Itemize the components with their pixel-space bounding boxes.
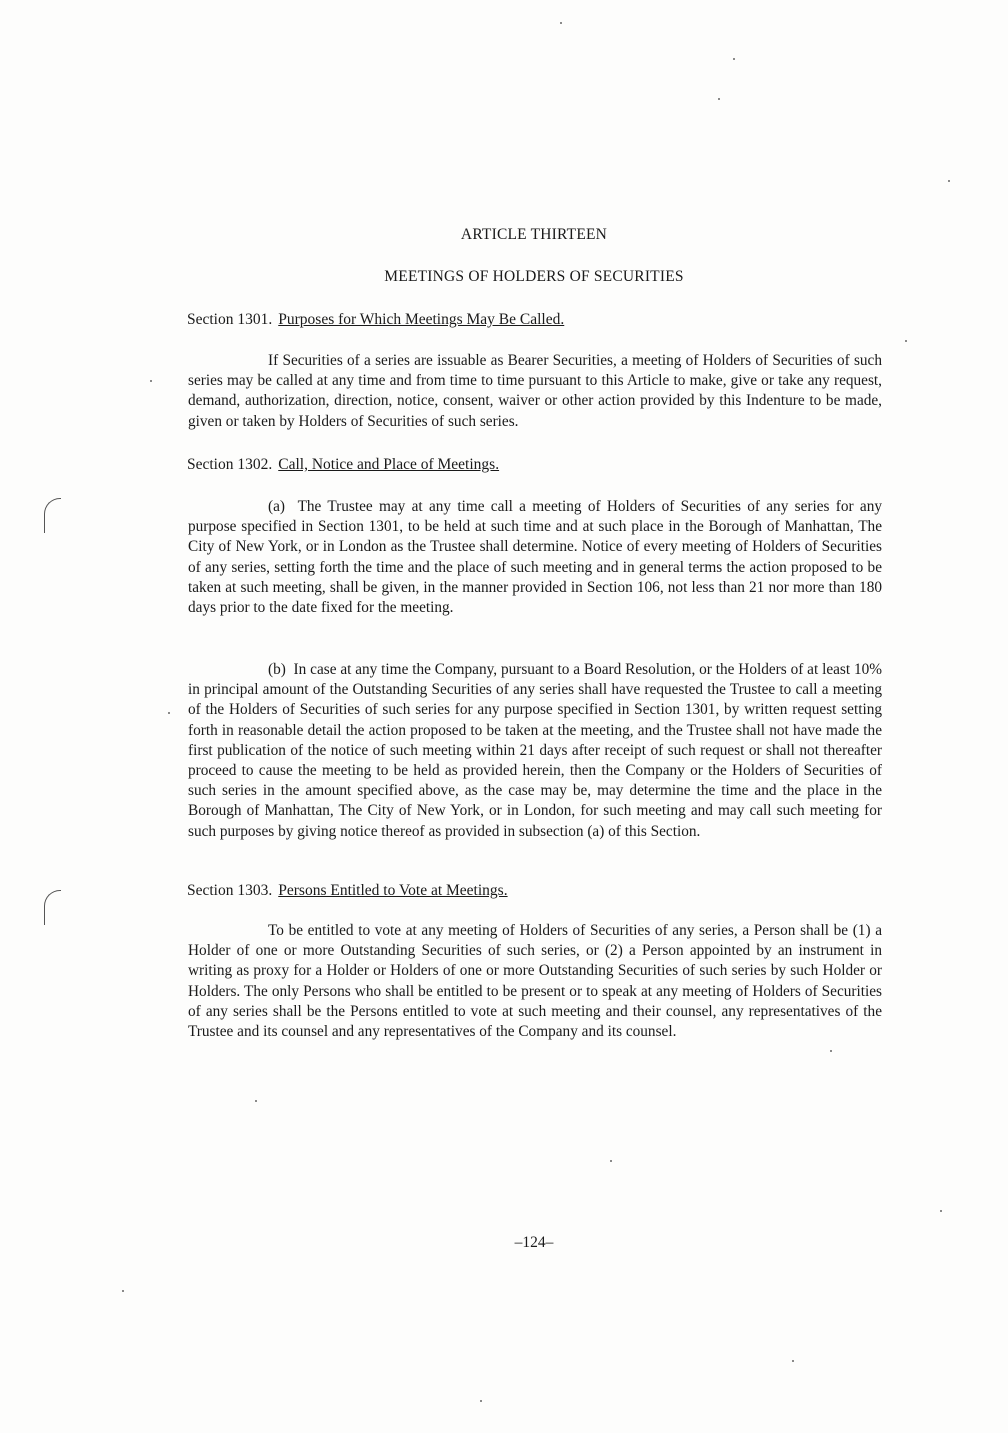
section-number: Section 1302.	[187, 456, 273, 473]
article-subtitle: MEETINGS OF HOLDERS OF SECURITIES	[384, 268, 684, 285]
scan-speck	[168, 712, 170, 714]
section-title: Call, Notice and Place of Meetings.	[278, 456, 500, 473]
punch-hole-mark	[44, 890, 61, 925]
section-1303-heading	[187, 882, 508, 900]
scan-speck	[480, 1400, 482, 1402]
article-title: ARTICLE THIRTEEN	[460, 226, 608, 243]
section-1302-paragraph-a: (a) The Trustee may at any time call a meeting of Holders of Securities of any series for any purpose specified in Section 1301, to be held at such time and at such place in the Borough of Manhattan, The City of New York, or in London as the Trustee shall determine. Notice of every meeting of Holders of Securities of any series, setting forth the time and the place of such meeting and in general terms the action proposed to be taken at such meeting, shall be given, in the manner provided in Section 106, not less than 21 nor more than 180 days prior to the date fixed for the meeting.	[188, 498, 882, 617]
section-1301-heading	[187, 311, 564, 329]
section-number: Section 1303.	[187, 882, 273, 899]
section-1302-heading	[187, 456, 499, 474]
scan-speck	[560, 22, 562, 24]
scan-speck	[255, 1100, 257, 1102]
scan-speck	[905, 340, 907, 342]
scan-speck	[610, 1160, 612, 1162]
scan-speck	[948, 180, 950, 182]
section-1303-paragraph: To be entitled to vote at any meeting of Holders of Securities of any series, a Person shall be (1) a Holder of one or more Outstanding Securities of such series, or (2) a Person appointed by an instrument in writing as proxy for a Holder or Holders of one or more Outstanding Securities of such series by such Holder or Holders. The only Persons who shall be entitled to be present or to speak at any meeting of Holders of Securities of any series shall be the Persons entitled to vote at such meeting and their counsel, any representatives of the Trustee and its counsel and any representatives of the Company and its counsel.	[188, 922, 882, 1041]
scan-speck	[733, 58, 735, 60]
section-title: Purposes for Which Meetings May Be Called.	[278, 311, 565, 328]
scan-speck	[122, 1290, 124, 1292]
scan-speck	[830, 1050, 832, 1052]
section-number: Section 1301.	[187, 311, 273, 328]
scan-speck	[940, 1210, 942, 1212]
scan-speck	[792, 1360, 794, 1362]
page-number: –124–	[514, 1234, 554, 1251]
scan-speck	[150, 380, 152, 382]
punch-hole-mark	[44, 498, 61, 533]
section-title: Persons Entitled to Vote at Meetings.	[278, 882, 508, 899]
section-1301-paragraph: If Securities of a series are issuable as Bearer Securities, a meeting of Holders of Securities of such series may be called at any time and from time to time pursuant to this Article to make, give or take any request, demand, authorization, direction, notice, consent, waiver or other action provided by this Indenture to be made, given or taken by Holders of Securities of such series.	[188, 352, 882, 430]
section-1302-paragraph-b: (b) In case at any time the Company, pursuant to a Board Resolution, or the Holders of at least 10% in principal amount of the Outstanding Securities of any series shall have requested the Trustee to call a meeting of the Holders of Securities of such series for any purpose specified in Section 1301, by written request setting forth in reasonable detail the action proposed to be taken at the meeting, and the Trustee shall not have made the first publication of the notice of such meeting within 21 days after receipt of such request or shall not thereafter proceed to cause the meeting to be held as provided herein, then the Company or the Holders of Securities of such series in the amount specified above, as the case may be, may determine the time and the place in the Borough of Manhattan, The City of New York, or in London, for such meeting and may call such meeting for such purposes by giving notice thereof as provided in subsection (a) of this Section.	[188, 661, 882, 840]
scan-speck	[718, 98, 720, 100]
